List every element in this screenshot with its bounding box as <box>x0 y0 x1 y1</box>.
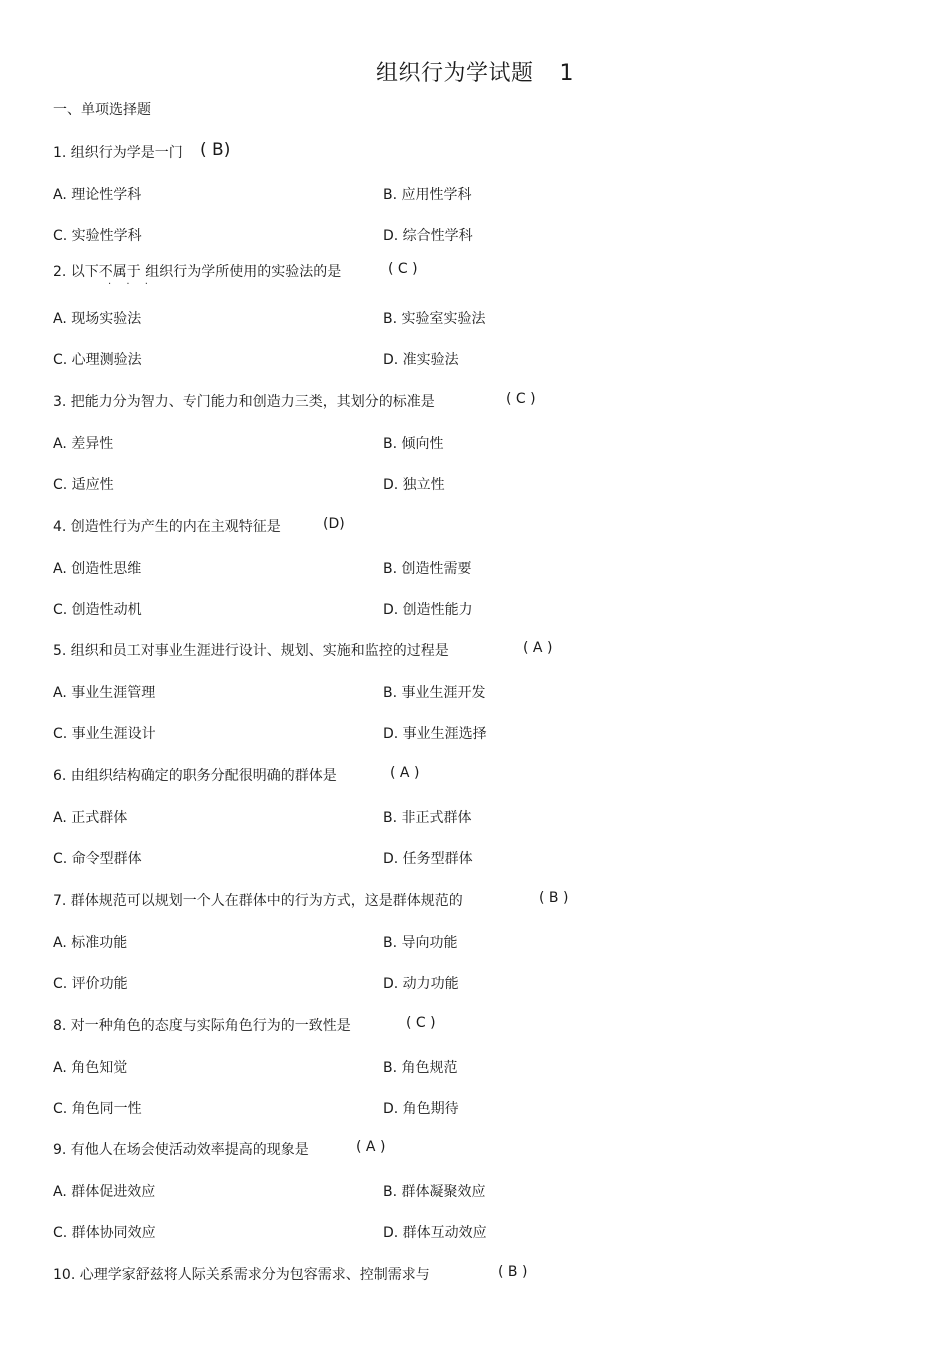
question-answer: (D) <box>323 516 345 532</box>
title-number: 1 <box>559 61 574 86</box>
question-stem <box>53 391 536 411</box>
answer-option: B. 事业生涯开发 <box>383 685 486 701</box>
answer-option: D. 独立性 <box>383 477 445 493</box>
emphasis-dots: · · · <box>108 279 154 290</box>
answer-option: D. 创造性能力 <box>383 602 473 618</box>
question-stem <box>53 1015 436 1035</box>
answer-option: D. 群体互动效应 <box>383 1225 487 1241</box>
question-text: 7. 群体规范可以规划一个人在群体中的行为方式，这是群体规范的 <box>53 893 463 909</box>
answer-option: C. 角色同一性 <box>53 1101 142 1117</box>
answer-option: C. 命令型群体 <box>53 851 142 867</box>
answer-option: A. 创造性思维 <box>53 561 142 577</box>
question-stem <box>53 1139 386 1159</box>
question-answer: ( A ) <box>523 640 553 656</box>
question-stem <box>53 765 420 785</box>
answer-option: D. 角色期待 <box>383 1101 459 1117</box>
answer-option: B. 应用性学科 <box>383 187 472 203</box>
answer-option: C. 创造性动机 <box>53 602 142 618</box>
question-answer: ( A ) <box>356 1139 386 1155</box>
answer-option: C. 实验性学科 <box>53 228 142 244</box>
question-answer: ( C ) <box>406 1015 436 1031</box>
question-answer: ( C ) <box>506 391 536 407</box>
question-stem <box>53 1264 528 1284</box>
question-stem <box>53 261 418 281</box>
question-answer: ( B) <box>200 140 231 160</box>
answer-option: D. 动力功能 <box>383 976 459 992</box>
answer-option: D. 任务型群体 <box>383 851 473 867</box>
answer-option: C. 事业生涯设计 <box>53 726 156 742</box>
answer-option: C. 心理测验法 <box>53 352 142 368</box>
answer-option: C. 适应性 <box>53 477 114 493</box>
answer-option: B. 非正式群体 <box>383 810 472 826</box>
answer-option: B. 倾向性 <box>383 436 444 452</box>
answer-option: D. 综合性学科 <box>383 228 473 244</box>
answer-option: C. 群体协同效应 <box>53 1225 156 1241</box>
answer-option: C. 评价功能 <box>53 976 128 992</box>
answer-option: A. 差异性 <box>53 436 114 452</box>
answer-option: B. 群体凝聚效应 <box>383 1184 486 1200</box>
answer-option: B. 实验室实验法 <box>383 311 486 327</box>
answer-option: A. 正式群体 <box>53 810 128 826</box>
question-stem <box>53 890 569 910</box>
question-answer: ( B ) <box>498 1264 528 1280</box>
title-text: 组织行为学试题 <box>375 61 534 86</box>
answer-option: A. 标准功能 <box>53 935 128 951</box>
page-title <box>0 56 950 87</box>
question-text: 6. 由组织结构确定的职务分配很明确的群体是 <box>53 768 337 784</box>
question-answer: ( B ) <box>539 890 569 906</box>
question-text: 4. 创造性行为产生的内在主观特征是 <box>53 519 281 535</box>
answer-option: A. 现场实验法 <box>53 311 142 327</box>
question-text: 9. 有他人在场会使活动效率提高的现象是 <box>53 1142 309 1158</box>
answer-option: D. 准实验法 <box>383 352 459 368</box>
question-text: 2. 以下不属于 组织行为学所使用的实验法的是 <box>53 264 342 280</box>
section-heading: 一、单项选择题 <box>53 102 151 118</box>
question-text: 10. 心理学家舒兹将人际关系需求分为包容需求、控制需求与 <box>53 1267 430 1283</box>
answer-option: A. 群体促进效应 <box>53 1184 156 1200</box>
answer-option: A. 理论性学科 <box>53 187 142 203</box>
answer-option: A. 角色知觉 <box>53 1060 128 1076</box>
question-text: 5. 组织和员工对事业生涯进行设计、规划、实施和监控的过程是 <box>53 643 449 659</box>
question-stem <box>53 140 231 162</box>
answer-option: B. 创造性需要 <box>383 561 472 577</box>
question-answer: ( A ) <box>390 765 420 781</box>
question-stem <box>53 640 553 660</box>
answer-option: B. 角色规范 <box>383 1060 458 1076</box>
answer-option: A. 事业生涯管理 <box>53 685 156 701</box>
answer-option: B. 导向功能 <box>383 935 458 951</box>
question-text: 3. 把能力分为智力、专门能力和创造力三类，其划分的标准是 <box>53 394 435 410</box>
question-answer: ( C ) <box>388 261 418 277</box>
answer-option: D. 事业生涯选择 <box>383 726 487 742</box>
question-text: 8. 对一种角色的态度与实际角色行为的一致性是 <box>53 1018 351 1034</box>
question-text: 1. 组织行为学是一门 <box>53 145 183 161</box>
question-stem <box>53 516 345 536</box>
